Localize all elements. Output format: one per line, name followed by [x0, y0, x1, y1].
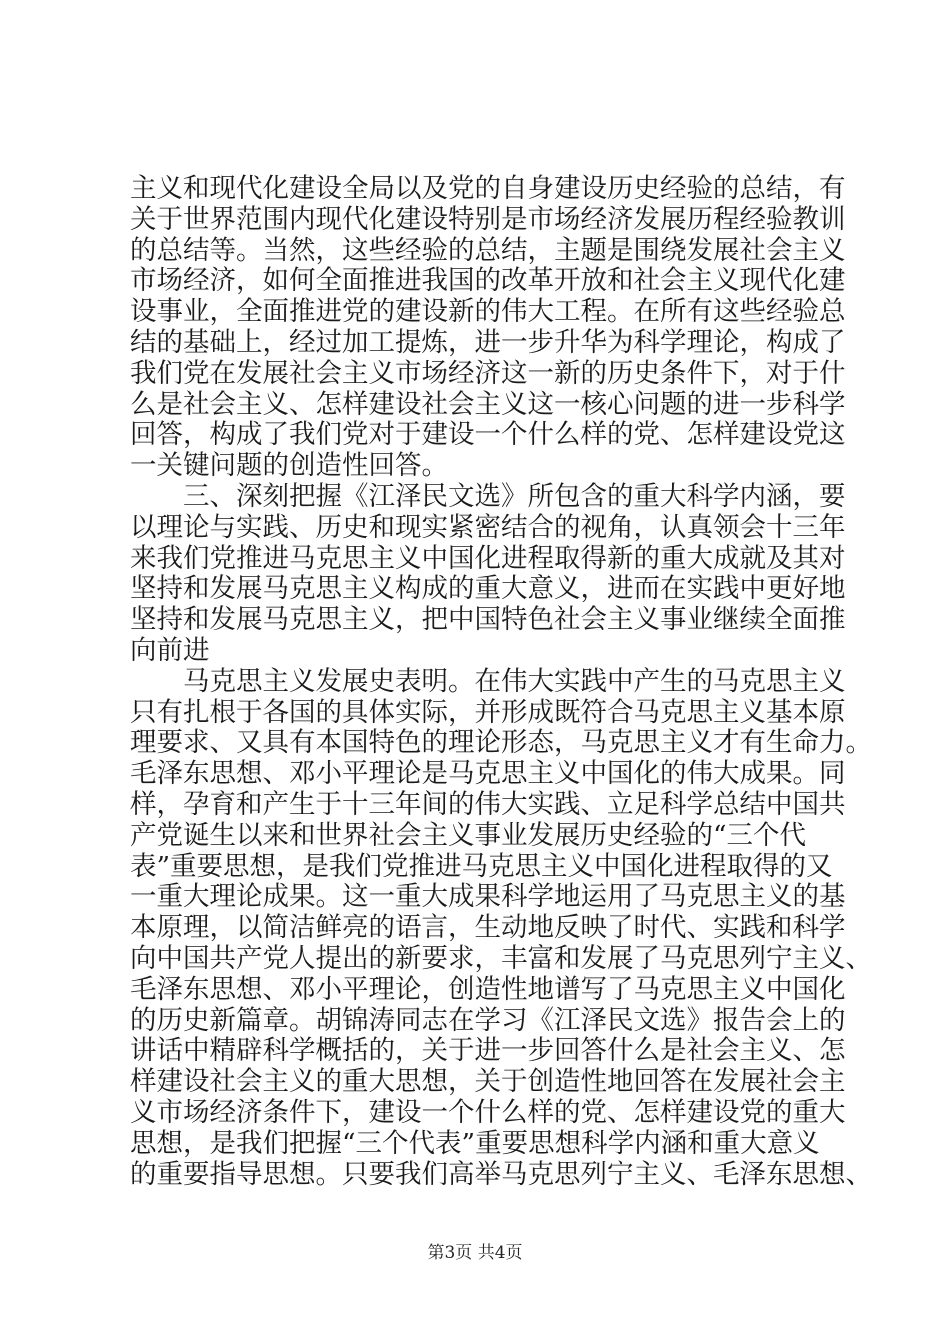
- text-line: 关于世界范围内现代化建设特别是市场经济发展历程经验教训: [130, 203, 846, 235]
- text-line: 市场经济，如何全面推进我国的改革开放和社会主义现代化建: [130, 265, 846, 297]
- text-line: 义市场经济条件下，建设一个什么样的党、怎样建设党的重大: [130, 1096, 846, 1128]
- text-line: 一关键问题的创造性回答。: [130, 450, 448, 482]
- text-line: 毛泽东思想、邓小平理论是马克思主义中国化的伟大成果。同: [130, 758, 846, 790]
- text-line: 本原理，以简洁鲜亮的语言，生动地反映了时代、实践和科学: [130, 912, 846, 944]
- text-line: 只有扎根于各国的具体实际，并形成既符合马克思主义基本原: [130, 696, 846, 728]
- section-heading-line: 坚持和发展马克思主义构成的重大意义，进而在实践中更好地: [130, 573, 846, 605]
- text-line: 的重要指导思想。只要我们高举马克思列宁主义、毛泽东思想、: [130, 1158, 872, 1190]
- page-number-footer: 第3页 共4页: [427, 1243, 523, 1263]
- text-line: 回答，构成了我们党对于建设一个什么样的党、怎样建设党这: [130, 419, 846, 451]
- text-line: 结的基础上，经过加工提炼，进一步升华为科学理论，构成了: [130, 326, 846, 358]
- text-line: 向中国共产党人提出的新要求，丰富和发展了马克思列宁主义、: [130, 942, 872, 974]
- text-line: 表”重要思想，是我们党推进马克思主义中国化进程取得的又: [130, 850, 833, 882]
- text-line: 的总结等。当然，这些经验的总结，主题是围绕发展社会主义: [130, 234, 846, 266]
- text-line: 一重大理论成果。这一重大成果科学地运用了马克思主义的基: [130, 881, 846, 913]
- text-line: 样，孕育和产生于十三年间的伟大实践、立足科学总结中国共: [130, 788, 846, 820]
- section-heading-line: 向前进: [130, 634, 210, 666]
- text-line: 理要求、又具有本国特色的理论形态，马克思主义才有生命力。: [130, 727, 872, 759]
- text-line: 设事业，全面推进党的建设新的伟大工程。在所有这些经验总: [130, 296, 846, 328]
- section-heading-line: 以理论与实践、历史和现实紧密结合的视角，认真领会十三年: [130, 511, 846, 543]
- section-heading-line: 三、深刻把握《江泽民文选》所包含的重大科学内涵，要: [130, 480, 846, 512]
- text-line: 讲话中精辟科学概括的，关于进一步回答什么是社会主义、怎: [130, 1035, 846, 1067]
- text-line: 我们党在发展社会主义市场经济这一新的历史条件下，对于什: [130, 357, 846, 389]
- document-body: [130, 173, 872, 1190]
- text-line: 马克思主义发展史表明。在伟大实践中产生的马克思主义: [130, 665, 846, 697]
- section-heading-line: 来我们党推进马克思主义中国化进程取得新的重大成就及其对: [130, 542, 846, 574]
- text-line: 思想，是我们把握“三个代表”重要思想科学内涵和重大意义: [130, 1127, 820, 1159]
- text-line: 的历史新篇章。胡锦涛同志在学习《江泽民文选》报告会上的: [130, 1004, 846, 1036]
- text-line: 样建设社会主义的重大思想，关于创造性地回答在发展社会主: [130, 1066, 846, 1098]
- text-line: 毛泽东思想、邓小平理论，创造性地谱写了马克思主义中国化: [130, 973, 846, 1005]
- text-line: 产党诞生以来和世界社会主义事业发展历史经验的“三个代: [130, 819, 807, 851]
- text-line: 主义和现代化建设全局以及党的自身建设历史经验的总结，有: [130, 173, 846, 204]
- text-line: 么是社会主义、怎样建设社会主义这一核心问题的进一步科学: [130, 388, 846, 420]
- section-heading-line: 坚持和发展马克思主义，把中国特色社会主义事业继续全面推: [130, 604, 846, 636]
